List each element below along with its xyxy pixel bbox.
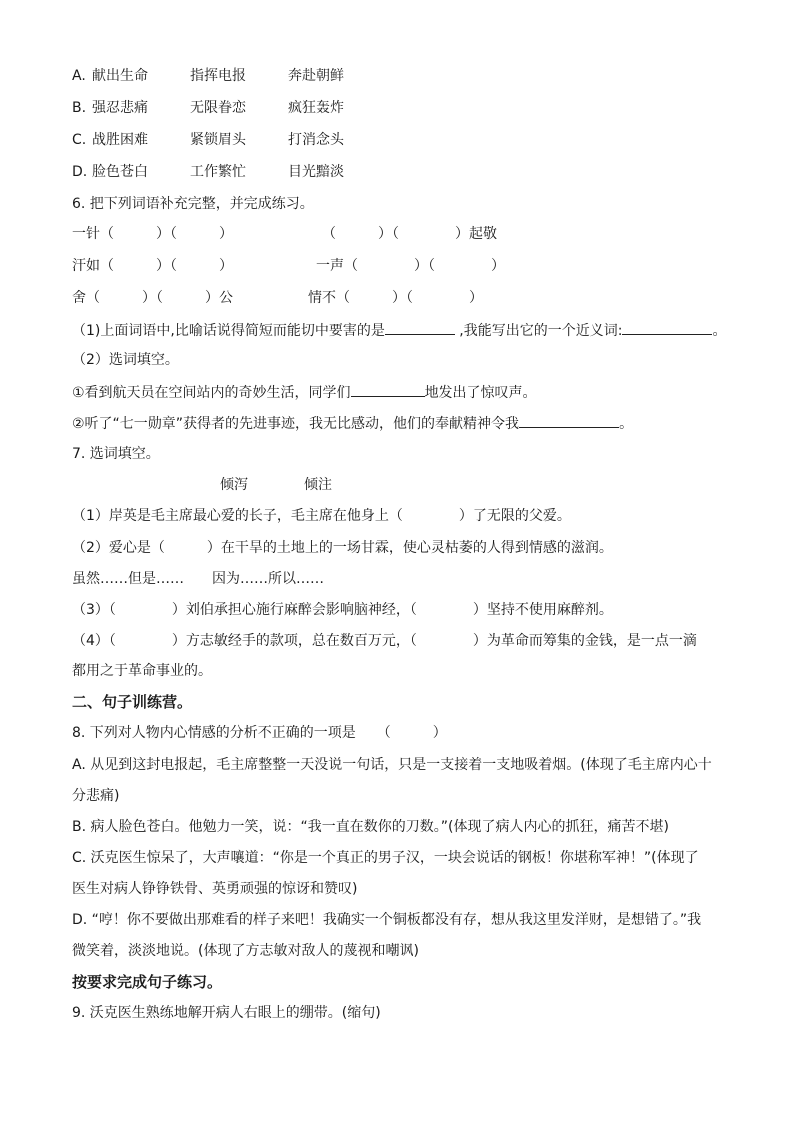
idiom-blank[interactable]: 汗如（ ）（ ） [72, 258, 233, 274]
question-6-title: 6. 把下列词语补充完整，并完成练习。 [72, 196, 314, 212]
idiom-row-2 [72, 256, 505, 276]
option-label: C. [72, 132, 87, 148]
sentence-text: ②听了“七一勋章”获得者的先进事迹，我无比感动，他们的奉献精神令我 [72, 416, 520, 432]
option-word: 献出生命 [92, 68, 148, 84]
question-7-s2: （2）爱心是（ ）在干旱的土地上的一场甘霖，使心灵枯萎的人得到情感的滋润。 [72, 540, 613, 556]
fill-sentence-1 [72, 382, 537, 403]
idiom-blank[interactable]: 一声（ ）（ ） [316, 258, 505, 274]
question-8-option-d-cont: 微笑着，淡淡地说。(体现了方志敏对敌人的蔑视和嘲讽) [72, 943, 419, 959]
sub1-text: ,我能写出它的一个近义词: [454, 323, 623, 339]
question-8-option-b: B. 病人脸色苍白。他勉力一笑，说：“我一直在数你的刀数。”(体现了病人内心的抓狂，痛苦不堪) [72, 819, 669, 835]
sentence-end: 。 [619, 416, 634, 432]
option-label: B. [72, 100, 87, 116]
option-word: 目光黯淡 [288, 164, 344, 180]
word-choice: 倾泻 [220, 477, 248, 493]
option-word: 打消念头 [288, 132, 344, 148]
option-word: 工作繁忙 [190, 164, 246, 180]
question-7-title: 7. 选词填空。 [72, 446, 160, 462]
option-word: 无限眷恋 [190, 100, 246, 116]
question-8-option-d: D. “哼！你不要做出那难看的样子来吧！我确实一个铜板都没有存，想从我这里发洋财，是想错了。”我 [72, 912, 702, 928]
option-word: 强忍悲痛 [92, 100, 148, 116]
option-word: 紧锁眉头 [190, 132, 246, 148]
question-7-s1: （1）岸英是毛主席最心爱的长子，毛主席在他身上（ ）了无限的父爱。 [72, 508, 571, 524]
idiom-row-1 [72, 224, 497, 244]
idiom-blank[interactable]: （ ）（ ）起敬 [322, 226, 497, 242]
option-word: 脸色苍白 [92, 164, 148, 180]
sub1-text: （1)上面词语中,比喻话说得简短而能切中要害的是 [72, 323, 385, 339]
option-word: 指挥电报 [190, 68, 246, 84]
option-row-d [72, 162, 344, 182]
option-row-c [72, 130, 344, 150]
answer-blank[interactable] [385, 320, 455, 335]
section-title: 二、句子训练营。 [72, 693, 193, 711]
option-word: 奔赴朝鲜 [288, 68, 344, 84]
connective-choices: 虽然……但是…… 因为……所以…… [72, 571, 324, 587]
question-7-s4-cont: 都用之于革命事业的。 [72, 663, 212, 679]
question-8-title: 8. 下列对人物内心情感的分析不正确的一项是 （ ） [72, 725, 447, 741]
question-8-option-a-cont: 分悲痛) [72, 788, 120, 804]
idiom-blank[interactable]: 情不（ ）（ ） [308, 290, 483, 306]
word-choice: 倾注 [304, 477, 332, 493]
option-label: D. [72, 164, 88, 180]
answer-blank[interactable] [519, 413, 619, 428]
question-6-sub1 [72, 320, 726, 341]
idiom-row-3 [72, 288, 483, 308]
question-8-option-c: C. 沃克医生惊呆了，大声嚷道：“你是一个真正的男子汉，一块会说话的钢板！你堪称军神！”(体现了 [72, 850, 699, 866]
answer-blank[interactable] [351, 382, 425, 397]
sentence-text: 地发出了惊叹声。 [424, 385, 537, 401]
question-6-sub2: （2）选词填空。 [72, 352, 179, 368]
option-word: 战胜困难 [92, 132, 148, 148]
sub1-end: 。 [712, 323, 727, 339]
question-8-option-c-cont: 医生对病人铮铮铁骨、英勇顽强的惊讶和赞叹) [72, 881, 358, 897]
idiom-blank[interactable]: 舍（ ）（ ）公 [72, 290, 233, 306]
option-word: 疯狂轰炸 [288, 100, 344, 116]
fill-sentence-2 [72, 413, 633, 434]
question-8-option-a: A. 从见到这封电报起，毛主席整整一天没说一句话，只是一支接着一支地吸着烟。(体现了毛主席内心十 [72, 757, 712, 773]
section-title: 按要求完成句子练习。 [72, 973, 223, 991]
option-row-a [72, 66, 344, 86]
question-9-title: 9. 沃克医生熟练地解开病人右眼上的绷带。(缩句) [72, 1005, 381, 1021]
sentence-text: ①看到航天员在空间站内的奇妙生活，同学们 [72, 385, 351, 401]
question-7-s3: （3）（ ）刘伯承担心施行麻醉会影响脑神经，（ ）坚持不使用麻醉剂。 [72, 602, 613, 618]
idiom-blank[interactable]: 一针（ ）（ ） [72, 226, 233, 242]
question-7-s4: （4）（ ）方志敏经手的款项，总在数百万元，（ ）为革命而筹集的金钱，是一点一滴 [72, 633, 697, 649]
option-row-b [72, 98, 344, 118]
option-label: A. [72, 68, 86, 84]
answer-blank[interactable] [622, 320, 712, 335]
